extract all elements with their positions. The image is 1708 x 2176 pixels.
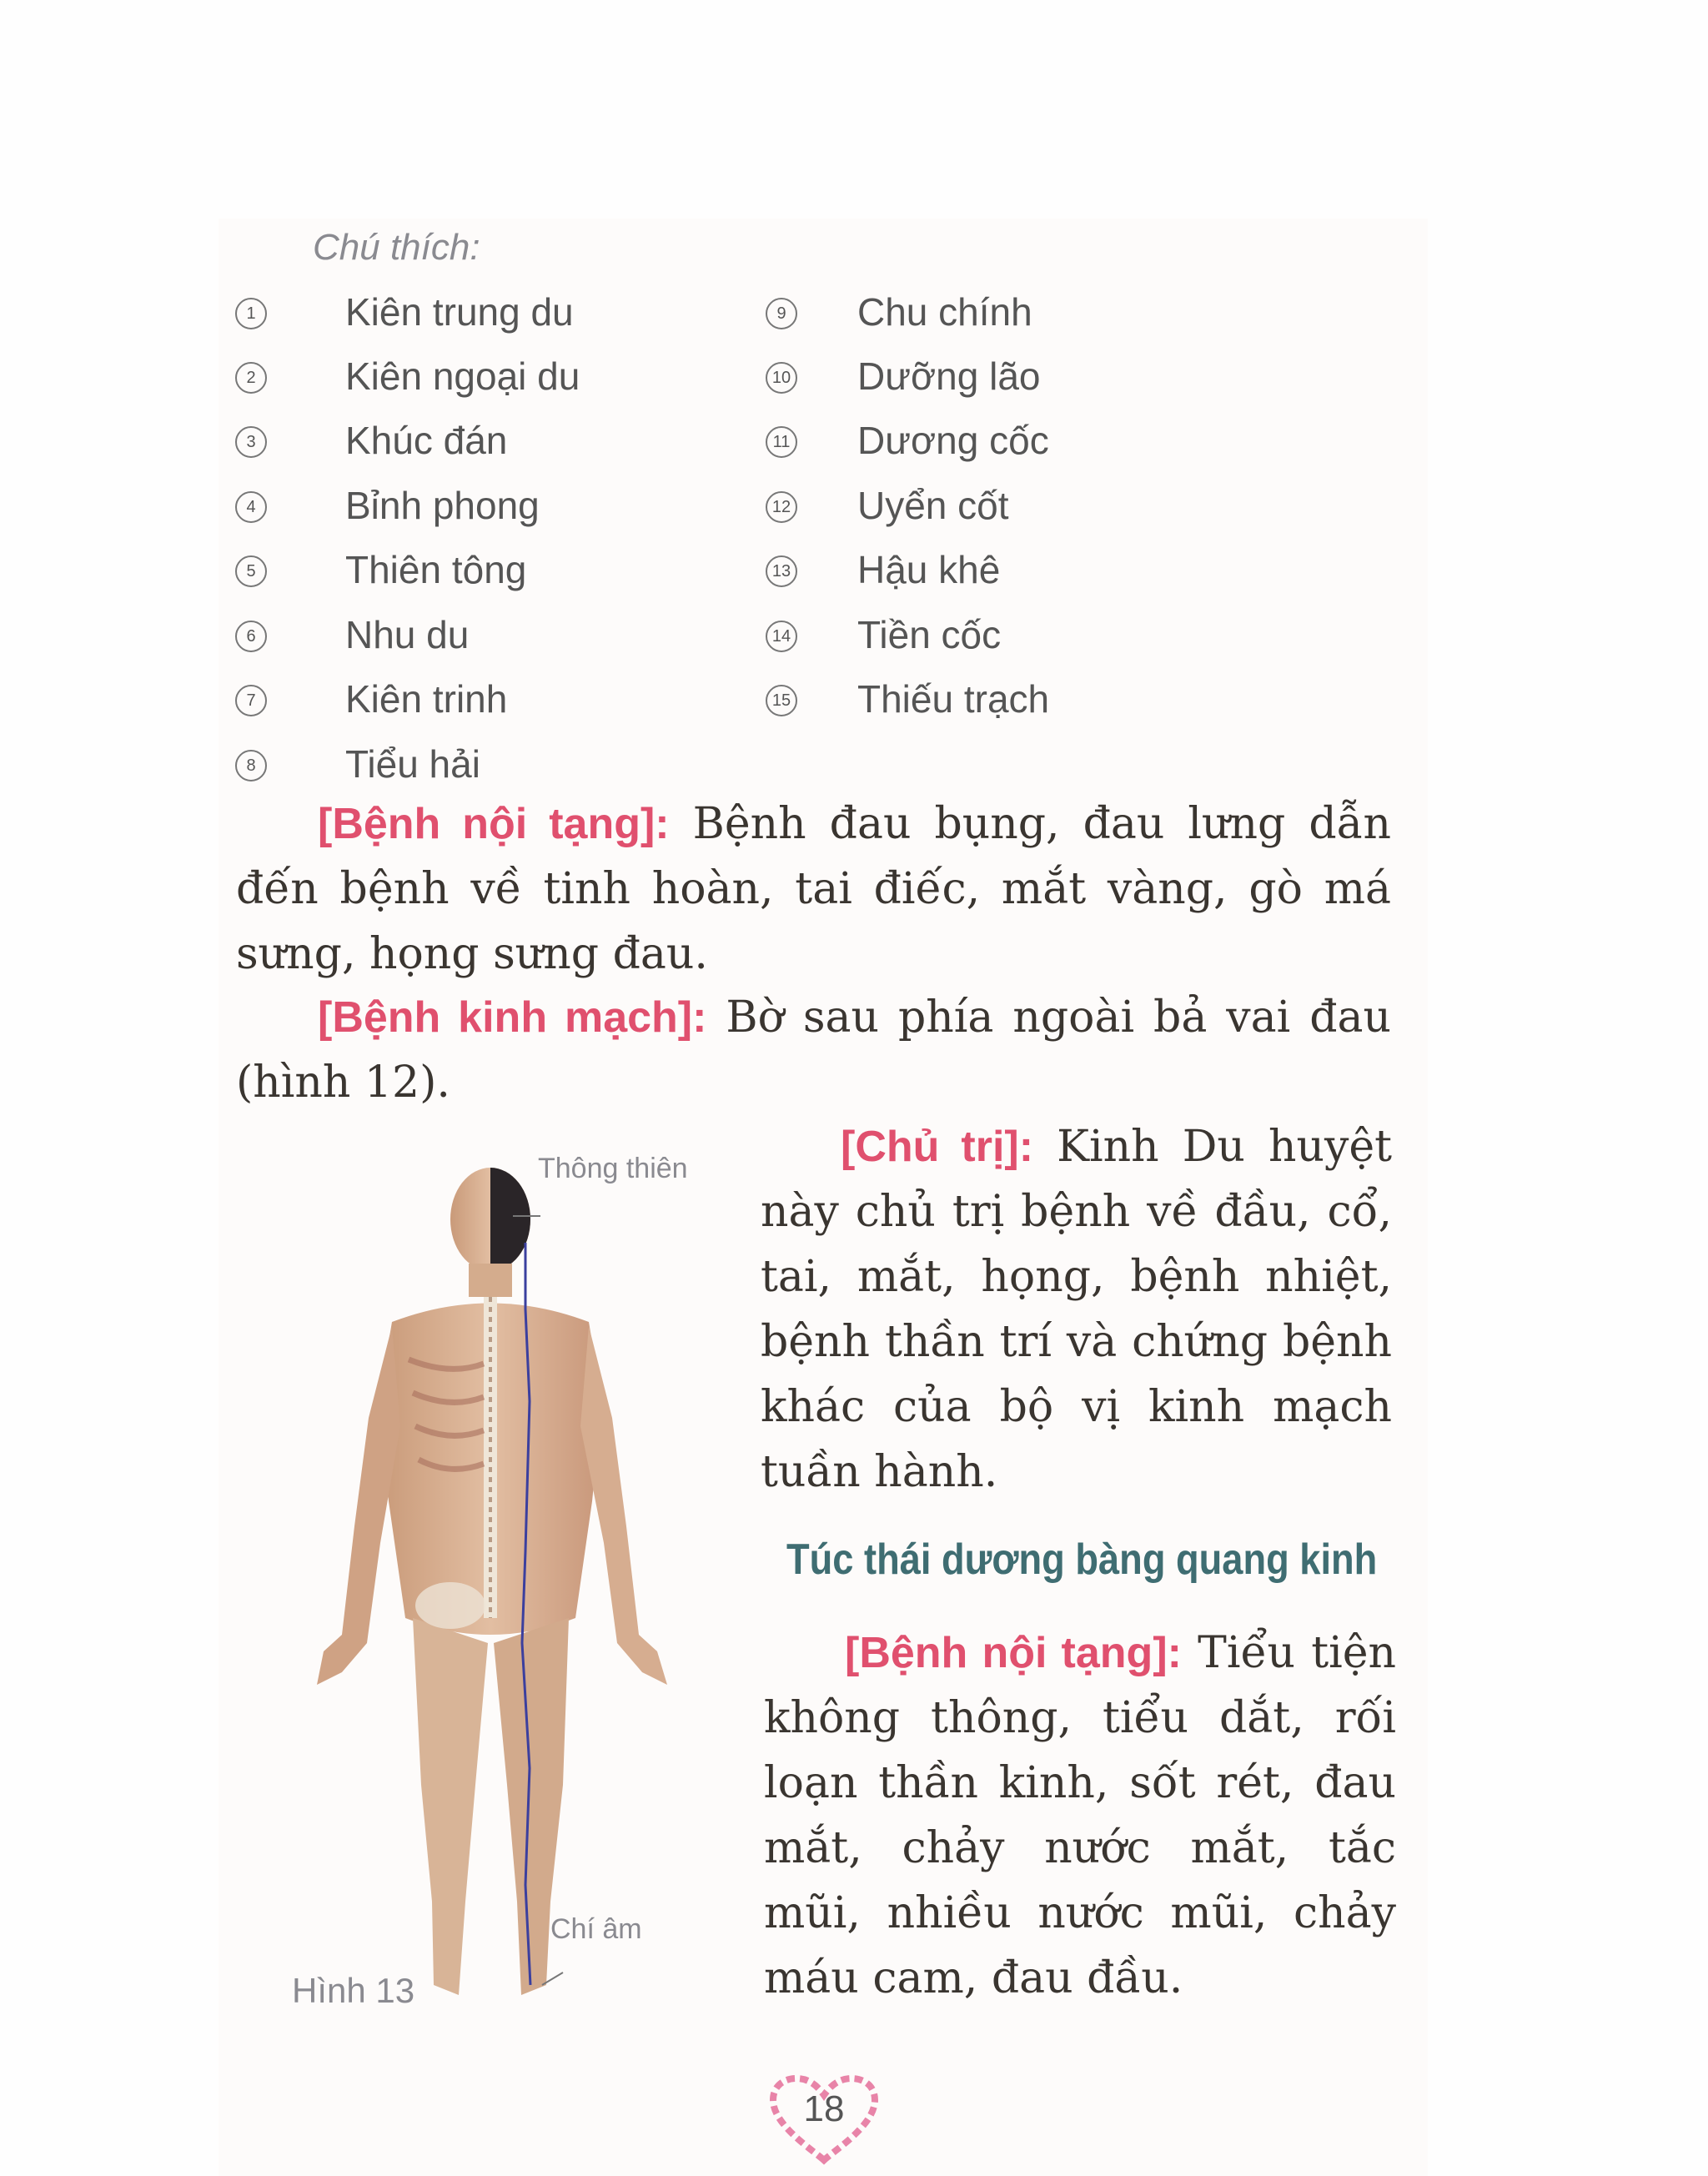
body-silhouette (317, 1168, 667, 1995)
section-tag: [Chủ trị]: (841, 1123, 1034, 1171)
paragraph-benh-noi-tang-2 (764, 1621, 1396, 2011)
section-tag: [Bệnh kinh mạch]: (318, 993, 707, 1042)
legend-number: 14 (766, 621, 797, 652)
section-tag: [Bệnh nội tạng]: (318, 800, 670, 848)
page-number: 18 (803, 2088, 845, 2129)
legend-label: Kiên trung du (345, 290, 574, 334)
paragraph-text: Tiểu tiện không thông, tiểu dắt, rối loạn thần kinh, sốt rét, đau mắt, chảy nước mắt, tắc mũi, nhiều nước mũi, chảy máu cam, đau đầu. (764, 1628, 1396, 2003)
section-heading: Túc thái dương bàng quang kinh (786, 1535, 1378, 1584)
legend-label: Hậu khê (857, 548, 1001, 591)
legend-number: 9 (766, 298, 797, 329)
legend-number: 10 (766, 362, 797, 394)
paragraph-text: Bệnh đau bụng, đau lưng dẫn đến bệnh về tinh hoàn, tai điếc, mắt vàng, gò má sưng, họng sưng đau. (236, 799, 1391, 979)
legend-label: Dưỡng lão (857, 354, 1041, 398)
anatomy-figure (275, 1151, 709, 2018)
legend-number: 7 (235, 685, 267, 716)
section-tag: [Bệnh nội tạng]: (845, 1629, 1182, 1677)
paragraph-text: Kinh Du huyệt này chủ trị bệnh về đầu, cổ, tai, mắt, họng, bệnh nhiệt, bệnh thần trí và chứng bệnh khác của bộ vị kinh mạch tuần hành. (761, 1122, 1392, 1497)
figure-caption: Hình 13 (292, 1971, 415, 2010)
legend-label: Kiên ngoại du (345, 354, 580, 398)
legend-number: 12 (766, 491, 797, 523)
legend-number: 4 (235, 491, 267, 523)
legend-number: 3 (235, 426, 267, 458)
legend-number: 2 (235, 362, 267, 394)
legend-label: Dương cốc (857, 419, 1049, 462)
legend-label: Tiền cốc (857, 613, 1002, 656)
legend-label: Nhu du (345, 613, 470, 656)
legend-number: 15 (766, 685, 797, 716)
legend-label: Chu chính (857, 290, 1032, 334)
figure-label-thong-thien: Thông thiên (538, 1153, 688, 1184)
legend-number: 1 (235, 298, 267, 329)
legend-number: 5 (235, 555, 267, 587)
paragraph-chu-tri (761, 1114, 1392, 1505)
legend-number: 8 (235, 750, 267, 781)
figure-label-chi-am: Chí âm (550, 1913, 642, 1945)
legend-number: 13 (766, 555, 797, 587)
legend-number: 11 (766, 426, 797, 458)
legend-label: Thiếu trạch (857, 677, 1050, 721)
legend-label: Bỉnh phong (345, 484, 540, 527)
legend-number: 6 (235, 621, 267, 652)
legend-label: Khúc đán (345, 419, 508, 462)
paragraph-benh-kinh-mach (236, 985, 1391, 1115)
paragraph-text: Bờ sau phía ngoài bả vai đau (hình 12). (236, 993, 1392, 1108)
legend-label: Uyển cốt (857, 484, 1009, 527)
legend-label: Tiểu hải (345, 742, 480, 786)
page-number-badge (763, 2073, 885, 2165)
paragraph-benh-noi-tang (236, 792, 1391, 987)
legend-label: Thiên tông (345, 548, 527, 591)
legend-title: Chú thích: (313, 227, 480, 268)
legend-label: Kiên trinh (345, 677, 508, 721)
